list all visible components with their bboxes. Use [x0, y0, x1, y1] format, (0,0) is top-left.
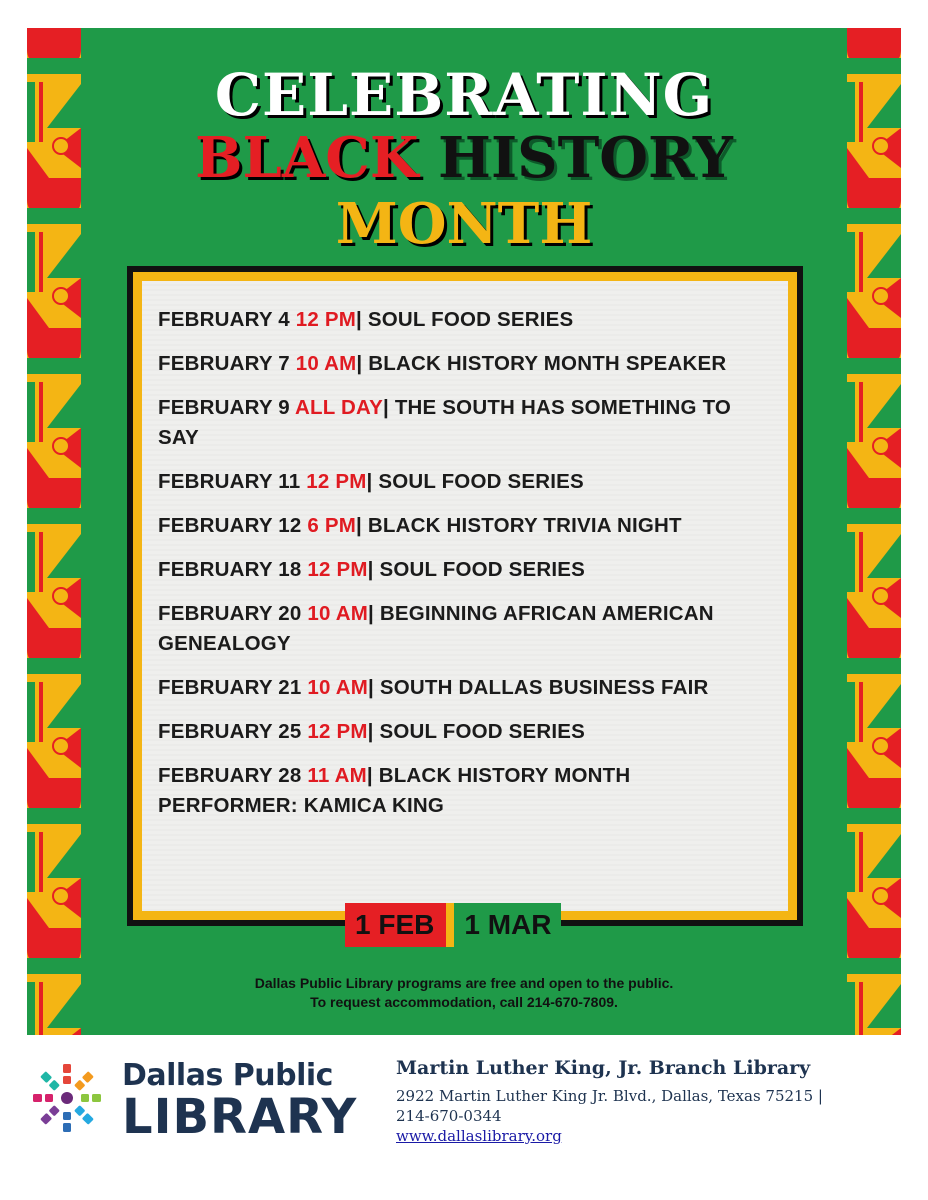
- event-time: 12 PM: [295, 308, 357, 331]
- event-item: FEBRUARY 28 11 AM| BLACK HISTORY MONTH PERFORMER: KAMICA KING: [158, 764, 631, 817]
- event-time: 12 PM: [307, 720, 368, 743]
- event-time: 6 PM: [307, 514, 357, 537]
- poster-title-black-history: [27, 125, 901, 191]
- event-poster: [27, 28, 901, 1035]
- branch-name: Martin Luther King, Jr. Branch Library: [396, 1057, 811, 1079]
- pinwheel-logo-icon: [28, 1058, 106, 1138]
- event-time: 10 AM: [307, 602, 368, 625]
- date-start: 1 FEB: [345, 903, 446, 947]
- branch-info: [396, 1054, 876, 1146]
- event-time: 12 PM: [306, 470, 367, 493]
- branch-phone: 214-670-0344: [396, 1107, 502, 1125]
- event-list-frame: [127, 266, 803, 926]
- event-time: 12 PM: [307, 558, 368, 581]
- event-item: FEBRUARY 9 ALL DAY| THE SOUTH HAS SOMETHING TO SAY: [158, 396, 732, 449]
- date-divider: [446, 903, 454, 947]
- event-item: FEBRUARY 4 12 PM| SOUL FOOD SERIES: [158, 308, 574, 331]
- poster-title-celebrating: CELEBRATING: [214, 61, 714, 129]
- event-item: FEBRUARY 7 10 AM| BLACK HISTORY MONTH SPEAKER: [158, 352, 727, 375]
- website-link[interactable]: www.dallaslibrary.org: [396, 1127, 562, 1145]
- event-list: [142, 281, 788, 911]
- event-time: ALL DAY: [295, 396, 383, 419]
- event-item: FEBRUARY 20 10 AM| BEGINNING AFRICAN AMERICAN GENEALOGY: [158, 602, 714, 655]
- event-time: 10 AM: [307, 676, 368, 699]
- event-item: FEBRUARY 12 6 PM| BLACK HISTORY TRIVIA NIGHT: [158, 514, 682, 537]
- event-item: FEBRUARY 21 10 AM| SOUTH DALLAS BUSINESS FAIR: [158, 676, 709, 699]
- poster-title-month: MONTH: [335, 191, 593, 257]
- title-word-history: HISTORY: [438, 125, 733, 191]
- dallas-public-library-logo: Dallas Public LIBRARY: [122, 1058, 358, 1145]
- title-word-black: BLACK: [195, 125, 419, 191]
- event-item: FEBRUARY 11 12 PM| SOUL FOOD SERIES: [158, 470, 584, 493]
- event-time: 11 AM: [307, 764, 367, 787]
- branch-address: 2922 Martin Luther King Jr. Blvd., Dallas, Texas 75215 |: [396, 1087, 823, 1105]
- event-item: FEBRUARY 25 12 PM| SOUL FOOD SERIES: [158, 720, 586, 743]
- event-item: FEBRUARY 18 12 PM| SOUL FOOD SERIES: [158, 558, 586, 581]
- event-time: 10 AM: [295, 352, 357, 375]
- date-range-banner: [345, 903, 561, 947]
- accessibility-notice: Dallas Public Library programs are free and open to the public. To request accommodation, call 214-670-7809.: [254, 975, 674, 1010]
- date-end: 1 MAR: [454, 903, 561, 947]
